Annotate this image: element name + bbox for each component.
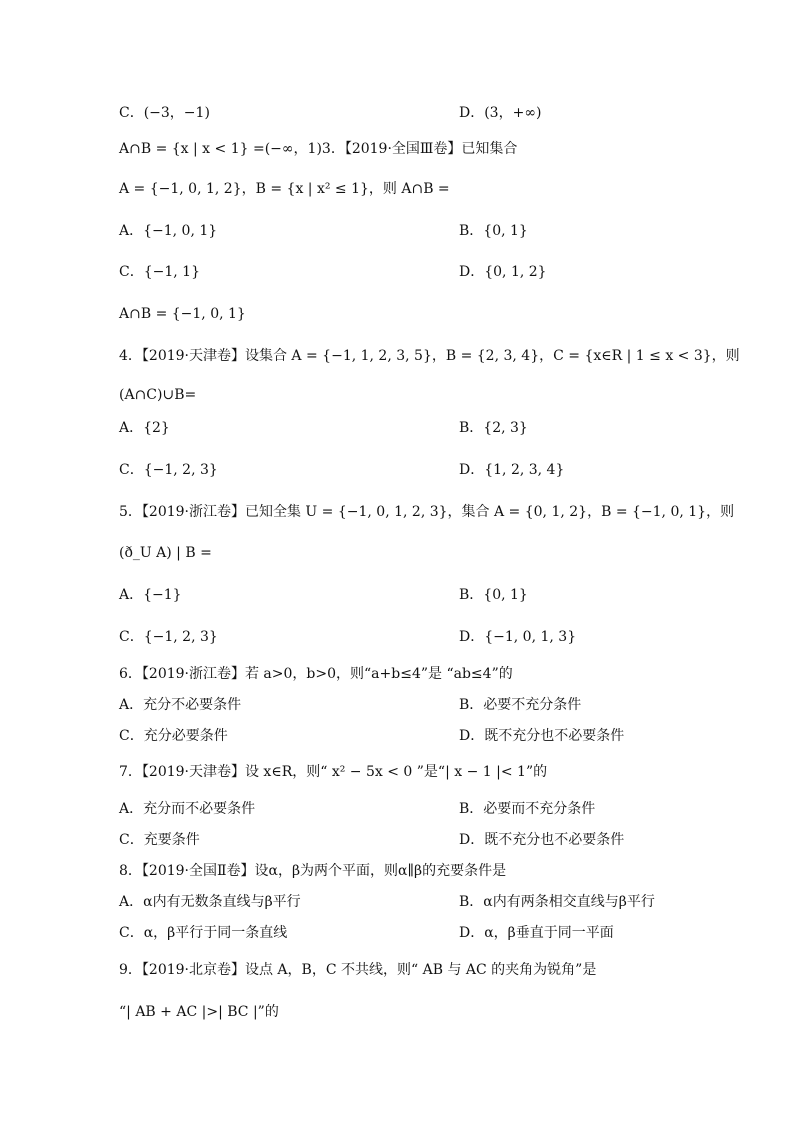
- line-text: (ð_U A) | B =: [119, 545, 212, 561]
- line-text: 8．【2019·全国Ⅱ卷】设α，β为两个平面，则α∥β的充要条件是: [119, 863, 507, 879]
- text-line: [0, 859, 794, 883]
- text-line: [0, 583, 794, 607]
- option-right: D．既不充分也不必要条件: [459, 832, 625, 848]
- text-line: [0, 219, 794, 243]
- text-line: [0, 260, 794, 284]
- text-line: [0, 921, 794, 945]
- text-line: [0, 625, 794, 649]
- text-line: [0, 101, 794, 125]
- text-line: [0, 541, 794, 565]
- line-text: 4．【2019·天津卷】设集合 A = {−1, 1, 2, 3, 5}，B = {2, 3, 4}，C = {x∈R | 1 ≤ x < 3}，则: [119, 348, 740, 364]
- line-text: “| AB + AC |>| BC |”的: [119, 1004, 279, 1020]
- line-text: 7．【2019·天津卷】设 x∈R，则“ x² − 5x < 0 ”是“| x − 1 |< 1”的: [119, 764, 548, 780]
- option-right: D．{−1, 0, 1, 3}: [459, 629, 577, 645]
- text-line: [0, 383, 794, 407]
- option-right: D．{1, 2, 3, 4}: [459, 462, 565, 478]
- line-text: 6．【2019·浙江卷】若 a>0，b>0，则“a+b≤4”是 “ab≤4”的: [119, 666, 513, 682]
- text-line: [0, 797, 794, 821]
- option-right: B．必要而不充分条件: [459, 801, 596, 817]
- text-line: [0, 458, 794, 482]
- option-left: C．{−1, 2, 3}: [119, 629, 218, 645]
- line-text: (A∩C)∪B=: [119, 387, 197, 403]
- text-line: [0, 760, 794, 784]
- option-left: C．充分必要条件: [119, 728, 228, 744]
- option-right: B．{0, 1}: [459, 587, 528, 603]
- option-right: D．α，β垂直于同一平面: [459, 925, 614, 941]
- option-left: C．α，β平行于同一条直线: [119, 925, 288, 941]
- text-line: [0, 724, 794, 748]
- line-text: A = {−1, 0, 1, 2}，B = {x | x² ≤ 1}，则 A∩B =: [119, 181, 450, 197]
- text-line: [0, 828, 794, 852]
- option-left: A．{2}: [119, 420, 170, 436]
- option-left: C．{−1, 2, 3}: [119, 462, 218, 478]
- text-line: [0, 344, 794, 368]
- option-left: A．充分而不必要条件: [119, 801, 256, 817]
- option-right: B．α内有两条相交直线与β平行: [459, 894, 655, 910]
- option-left: A．α内有无数条直线与β平行: [119, 894, 301, 910]
- text-line: [0, 177, 794, 201]
- option-right: D．{0, 1, 2}: [459, 264, 547, 280]
- text-line: [0, 662, 794, 686]
- text-line: [0, 302, 794, 326]
- option-left: C．充要条件: [119, 832, 200, 848]
- line-text: 5．【2019·浙江卷】已知全集 U = {−1, 0, 1, 2, 3}，集合 A = {0, 1, 2}，B = {−1, 0, 1}，则: [119, 504, 735, 520]
- text-line: [0, 500, 794, 524]
- option-right: D．既不充分也不必要条件: [459, 728, 625, 744]
- option-right: B．{0, 1}: [459, 223, 528, 239]
- text-line: [0, 137, 794, 161]
- option-left: A．{−1}: [119, 587, 182, 603]
- line-text: A∩B = {x | x < 1} =(−∞，1)3．【2019·全国Ⅲ卷】已知集合: [119, 141, 518, 157]
- option-left: C．(−3，−1): [119, 105, 210, 121]
- text-line: [0, 958, 794, 982]
- option-left: A．{−1, 0, 1}: [119, 223, 218, 239]
- line-text: 9．【2019·北京卷】设点 A，B，C 不共线，则“ AB 与 AC 的夹角为锐角”是: [119, 962, 597, 978]
- text-line: [0, 1000, 794, 1024]
- option-right: B．必要不充分条件: [459, 697, 582, 713]
- line-text: A∩B = {−1, 0, 1}: [119, 306, 246, 322]
- option-right: B．{2, 3}: [459, 420, 528, 436]
- option-right: D．(3，+∞): [459, 105, 542, 121]
- option-left: A．充分不必要条件: [119, 697, 242, 713]
- text-line: [0, 890, 794, 914]
- text-line: [0, 416, 794, 440]
- option-left: C．{−1, 1}: [119, 264, 200, 280]
- text-line: [0, 693, 794, 717]
